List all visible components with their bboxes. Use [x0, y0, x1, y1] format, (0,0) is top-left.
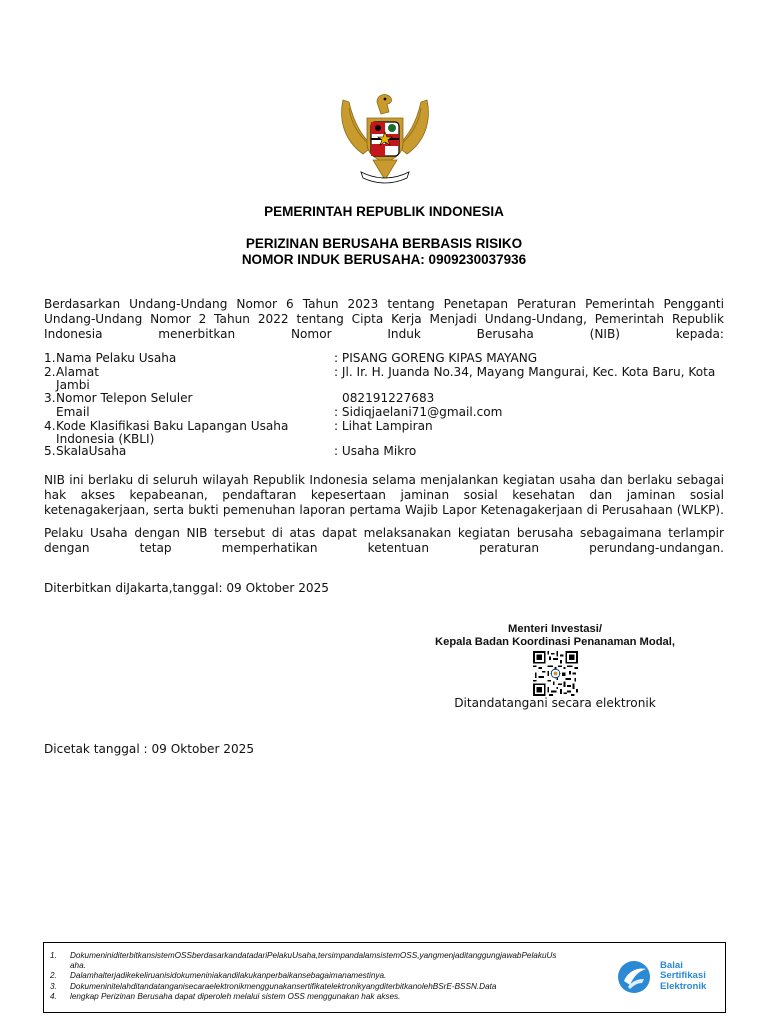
field-number: 1.: [44, 351, 56, 365]
print-date: Dicetak tanggal : 09 Oktober 2025: [44, 742, 255, 756]
note-text: Dalamhalterjadikekeliruanisidokumeniniakandilakukanperbaikansebagaimanamestinya.: [70, 971, 387, 981]
field-label: Jambi: [56, 378, 90, 392]
qr-code: [533, 651, 578, 696]
field-value-business-name: : PISANG GORENG KIPAS MAYANG: [334, 351, 538, 365]
field-label: Indonesia (KBLI): [56, 432, 155, 446]
footer-notes: [50, 951, 605, 1002]
field-label: Kode Klasifikasi Baku Lapangan Usaha: [56, 419, 289, 433]
bse-logo-line: Elektronik: [660, 980, 707, 992]
field-number: 4.: [44, 419, 56, 433]
note-number: 1.: [50, 951, 57, 960]
field-value-business-scale: : Usaha Mikro: [334, 444, 417, 458]
note-text-continued: aha.: [70, 961, 86, 971]
footer-note: [50, 951, 605, 971]
government-title: PEMERINTAH REPUBLIK INDONESIA: [264, 204, 504, 219]
note-text: lengkap Perizinan Berusaha dapat diperoleh melalui sistem OSS menggunakan hak akses.: [70, 991, 401, 1001]
signatory-title: Menteri Investasi/: [508, 623, 602, 635]
document-title: PERIZINAN BERUSAHA BERBASIS RISIKO: [245, 236, 523, 251]
field-value-address: : Jl. Ir. H. Juanda No.34, Mayang Mangurai, Kec. Kota Baru, Kota: [334, 365, 716, 379]
footer-note: [50, 971, 605, 981]
nib-validity-paragraph: NIB ini berlaku di seluruh wilayah Republik Indonesia selama menjalankan kegiatan usaha dan berlaku sebagai hak akses kepabeanan, pendaftaran kepesertaan jaminan sosial kesehatan dan jaminan sosial ketenagakerjaan, serta bukti pemenuhan laporan pertama Wajib Lapor Ketenagakerjaan di Perusahaan (WLKP).: [44, 473, 724, 518]
garuda-pancasila-emblem: [333, 88, 437, 192]
bse-logo-text: [660, 961, 706, 992]
field-value-email: : Sidiqjaelani71@gmail.com: [334, 405, 503, 419]
field-label: Alamat: [56, 365, 99, 379]
field-label: Nomor Telepon Seluler: [56, 391, 193, 405]
field-number: 3.: [44, 391, 56, 405]
note-number: 3.: [50, 981, 57, 991]
footer-notes-box: [43, 942, 726, 1013]
field-label: Nama Pelaku Usaha: [56, 351, 177, 365]
electronic-signature-note: Ditandatangani secara elektronik: [454, 696, 656, 710]
note-text: DokumeniniditerbitkansistemOSSberdasarkandatadariPelakuUsaha,tersimpandalamsistemOSS,yangmenjaditanggungjawabPelakuUs: [70, 951, 557, 960]
nib-number: NOMOR INDUK BERUSAHA: 0909230037936: [241, 252, 527, 267]
bse-logo-line: Balai: [660, 960, 683, 971]
signatory-office: Kepala Badan Koordinasi Penanaman Modal,: [435, 636, 675, 648]
intro-paragraph: Berdasarkan Undang-Undang Nomor 6 Tahun 2023 tentang Penetapan Peraturan Pemerintah Pengganti Undang-Undang Nomor 2 Tahun 2022 tentang Cipta Kerja Menjadi Undang-Undang, Pemerintah Republik Indonesia menerbitkan Nomor Induk Berusaha (NIB) kepada:: [44, 297, 724, 342]
note-text: DokumeninitelahditandatanganisecaraelektronikmenggunakansertifikatelektronikyangditerbitkanolehBSrE-BSSN.Data: [70, 981, 497, 991]
field-value-kbli: : Lihat Lampiran: [334, 419, 433, 433]
bse-logo: [616, 959, 724, 997]
footer-note: [50, 982, 605, 992]
bse-logo-line: Sertifikasi: [660, 970, 706, 982]
footer-note: [50, 992, 605, 1002]
issued-place-date: Diterbitkan diJakarta,tanggal: 09 Oktober 2025: [44, 581, 329, 595]
note-number: 2.: [50, 971, 57, 981]
business-actor-paragraph: Pelaku Usaha dengan NIB tersebut di atas dapat melaksanakan kegiatan berusaha sebagaimana terlampir dengan tetap memperhatikan ketentuan peraturan perundang-undangan.: [44, 526, 724, 556]
bse-logo-icon: [616, 959, 652, 995]
note-number: 4.: [50, 991, 57, 1001]
field-number: 2.: [44, 365, 56, 379]
field-number: 5.: [44, 444, 56, 458]
field-value-phone: 082191227683: [342, 391, 435, 405]
field-label: SkalaUsaha: [56, 444, 127, 458]
field-label: Email: [56, 405, 90, 419]
